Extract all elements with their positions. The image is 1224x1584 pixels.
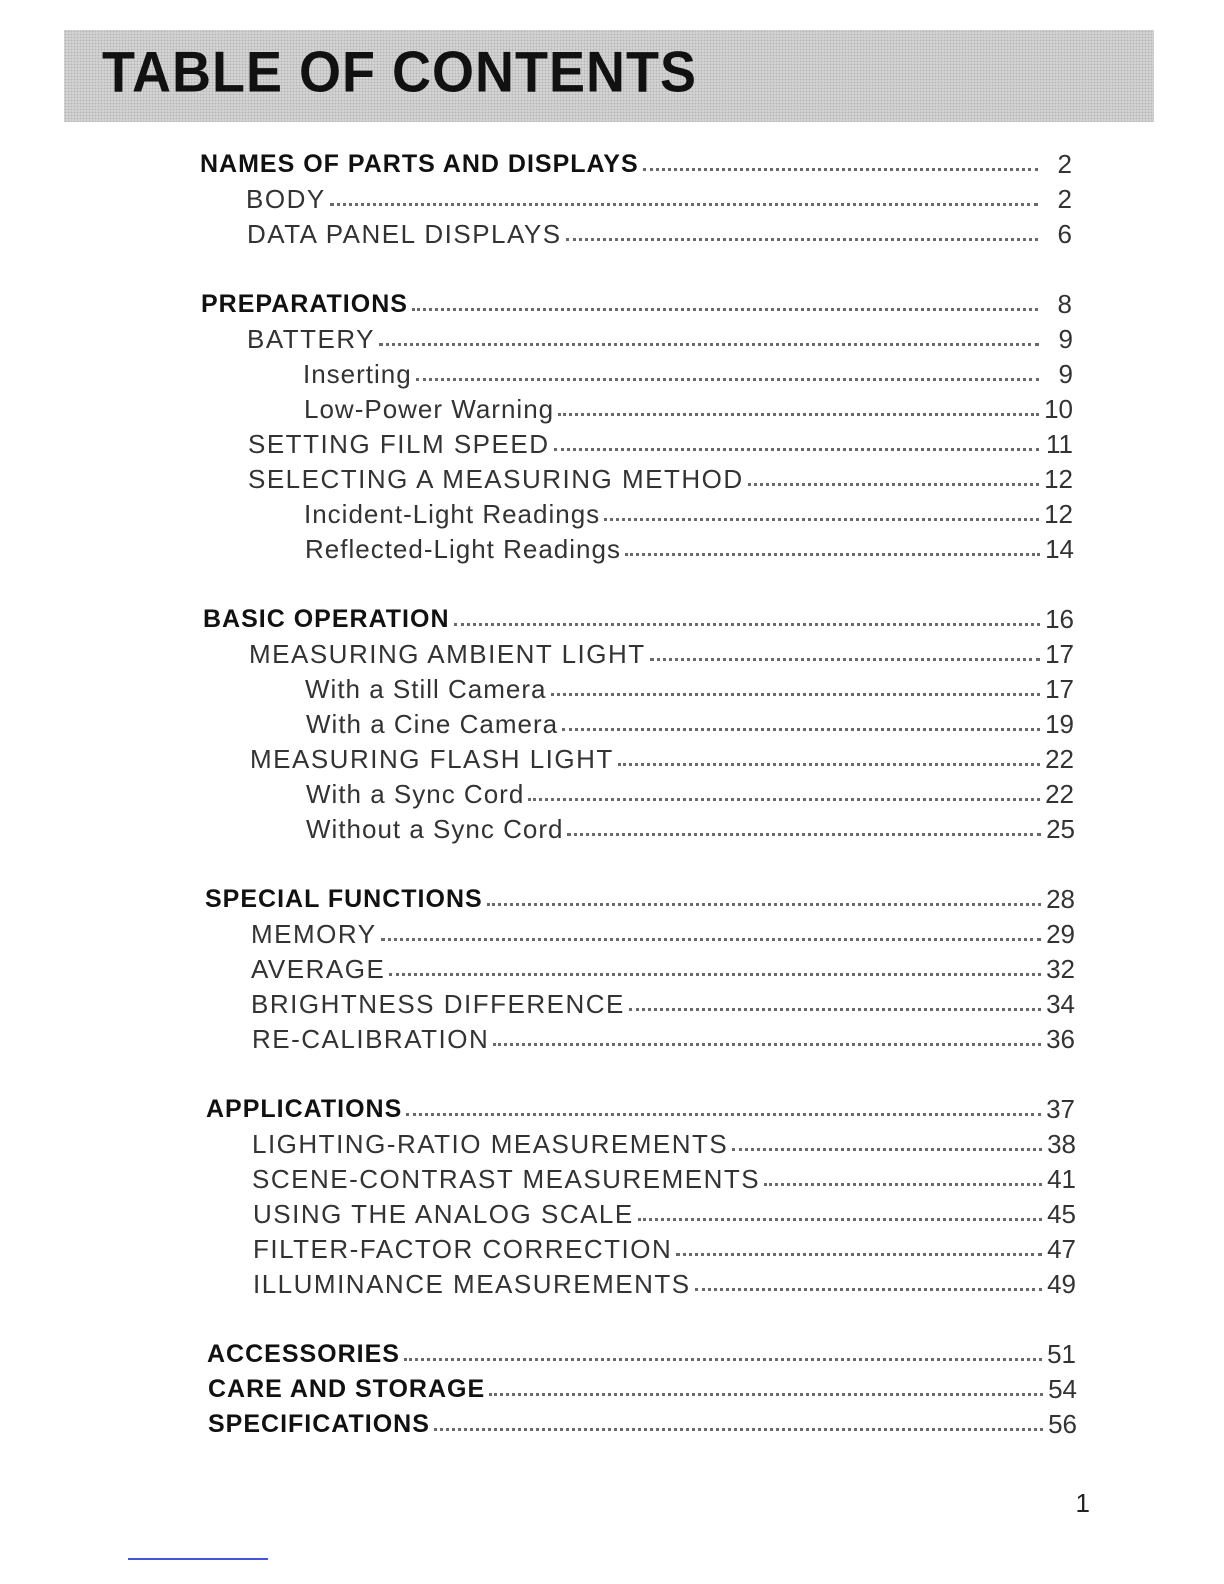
toc-entry-page: 51 <box>1047 1339 1076 1369</box>
toc-entry-label: Incident-Light Readings <box>304 499 601 529</box>
toc-entry-page: 47 <box>1047 1234 1076 1264</box>
toc-entry <box>247 318 1073 352</box>
toc-entry-page: 45 <box>1047 1199 1076 1229</box>
toc-entry-page: 6 <box>1057 219 1072 249</box>
dot-leader <box>554 448 1040 451</box>
toc-entry-label: BATTERY <box>247 324 376 354</box>
toc-entry-page: 25 <box>1046 814 1075 844</box>
toc-entry <box>208 1403 1077 1437</box>
toc-entry-page: 19 <box>1045 709 1074 739</box>
toc-entry-label: AVERAGE <box>251 954 386 984</box>
toc-entry-page: 17 <box>1045 674 1074 704</box>
toc-entry-label: DATA PANEL DISPLAYS <box>247 219 562 249</box>
toc-entry-page: 9 <box>1058 324 1073 354</box>
toc-entry-page: 17 <box>1045 639 1074 669</box>
toc-entry <box>306 703 1074 737</box>
toc-entry <box>306 808 1075 842</box>
toc-entry-label: APPLICATIONS <box>206 1095 403 1123</box>
dot-leader <box>379 343 1039 346</box>
toc-entry-page: 22 <box>1045 779 1074 809</box>
toc-entry-page: 12 <box>1044 499 1073 529</box>
toc-entry-label: SPECIAL FUNCTIONS <box>205 885 483 913</box>
toc-entry <box>305 668 1074 702</box>
toc-entry-page: 2 <box>1057 149 1072 179</box>
toc-entry <box>252 1018 1075 1052</box>
toc-entry-page: 41 <box>1047 1164 1076 1194</box>
toc-entry-page: 11 <box>1046 429 1073 459</box>
toc-entry-label: FILTER-FACTOR CORRECTION <box>253 1234 673 1264</box>
toc-entry-label: BODY <box>246 184 326 214</box>
toc-entry-label: RE-CALIBRATION <box>252 1024 490 1054</box>
toc-entry <box>207 1333 1076 1367</box>
dot-leader <box>732 1148 1042 1151</box>
toc-entry-label: CARE AND STORAGE <box>208 1375 486 1403</box>
toc-entry-label: USING THE ANALOG SCALE <box>253 1199 634 1229</box>
toc-entry <box>248 458 1073 492</box>
toc-entry-page: 37 <box>1046 1094 1075 1124</box>
dot-leader <box>551 693 1041 696</box>
toc-entry-label: Inserting <box>303 359 412 389</box>
dot-leader <box>558 413 1039 416</box>
toc-entry <box>304 388 1073 422</box>
toc-entry <box>206 1088 1075 1122</box>
dot-leader <box>330 203 1038 206</box>
toc-entry <box>253 1193 1076 1227</box>
toc-entry-page: 54 <box>1048 1374 1077 1404</box>
toc-entry-label: MEASURING FLASH LIGHT <box>250 744 614 774</box>
dot-leader <box>454 623 1041 626</box>
dot-leader <box>764 1183 1042 1186</box>
toc-entry-label: With a Sync Cord <box>306 779 525 809</box>
dot-leader <box>493 1043 1041 1046</box>
toc-entry-label: Reflected-Light Readings <box>305 534 621 564</box>
toc-entry-label: ACCESSORIES <box>207 1340 400 1368</box>
toc-entry <box>303 353 1073 387</box>
toc-entry-page: 10 <box>1044 394 1073 424</box>
toc-entry-label: SELECTING A MEASURING METHOD <box>248 464 744 494</box>
dot-leader <box>629 1008 1041 1011</box>
toc-entry <box>200 143 1072 177</box>
toc-entry-label: SCENE-CONTRAST MEASUREMENTS <box>252 1164 761 1194</box>
dot-leader <box>618 763 1040 766</box>
toc-entry <box>305 528 1074 562</box>
dot-leader <box>676 1253 1042 1256</box>
toc-entry-label: PREPARATIONS <box>201 290 408 318</box>
toc-entry-label: SPECIFICATIONS <box>208 1410 430 1438</box>
toc-entry <box>203 598 1074 632</box>
toc-entry-label: BASIC OPERATION <box>203 605 450 633</box>
toc-entry-label: LIGHTING-RATIO MEASUREMENTS <box>252 1129 729 1159</box>
dot-leader <box>567 833 1041 836</box>
toc-entry <box>247 213 1072 247</box>
toc-entry-label: BRIGHTNESS DIFFERENCE <box>251 989 625 1019</box>
dot-leader <box>748 483 1039 486</box>
toc-entry-page: 12 <box>1044 464 1073 494</box>
footer-rule <box>128 1558 268 1560</box>
dot-leader <box>566 238 1038 241</box>
toc-entry <box>205 878 1075 912</box>
toc-entry-page: 22 <box>1045 744 1074 774</box>
dot-leader <box>389 973 1041 976</box>
dot-leader <box>638 1218 1042 1221</box>
toc-entry <box>201 283 1072 317</box>
dot-leader <box>412 308 1038 311</box>
toc-entry-label: ILLUMINANCE MEASUREMENTS <box>253 1269 691 1299</box>
toc-entry-page: 9 <box>1058 359 1073 389</box>
dot-leader <box>650 658 1040 661</box>
toc-entry <box>252 1123 1076 1157</box>
toc-entry <box>306 773 1074 807</box>
toc-entry-label: MEASURING AMBIENT LIGHT <box>249 639 646 669</box>
dot-leader <box>695 1288 1042 1291</box>
dot-leader <box>625 553 1040 556</box>
toc-entry-page: 36 <box>1046 1024 1075 1054</box>
toc-entry-page: 49 <box>1047 1269 1076 1299</box>
toc-entry-page: 56 <box>1048 1409 1077 1439</box>
page-title: TABLE OF CONTENTS <box>102 40 697 105</box>
toc-entry-page: 2 <box>1057 184 1072 214</box>
dot-leader <box>489 1393 1043 1396</box>
toc-entry-label: SETTING FILM SPEED <box>248 429 550 459</box>
toc-entry-page: 28 <box>1046 884 1075 914</box>
toc-entry-page: 38 <box>1047 1129 1076 1159</box>
toc-entry-page: 8 <box>1057 289 1072 319</box>
toc-entry <box>252 1158 1076 1192</box>
dot-leader <box>404 1358 1042 1361</box>
toc-entry-label: NAMES OF PARTS AND DISPLAYS <box>200 150 639 178</box>
toc-entry-label: With a Cine Camera <box>306 709 559 739</box>
toc-entry-label: With a Still Camera <box>305 674 547 704</box>
dot-leader <box>562 728 1040 731</box>
dot-leader <box>487 903 1041 906</box>
toc-entry-page: 29 <box>1046 919 1075 949</box>
toc-entry <box>251 948 1075 982</box>
toc-entry-label: MEMORY <box>251 919 377 949</box>
toc-entry <box>253 1228 1076 1262</box>
toc-entry-label: Without a Sync Cord <box>306 814 564 844</box>
toc-entry-page: 16 <box>1045 604 1074 634</box>
toc-entry <box>248 423 1073 457</box>
toc-entry <box>208 1368 1077 1402</box>
dot-leader <box>381 938 1041 941</box>
toc-entry-page: 14 <box>1045 534 1074 564</box>
toc-entry-page: 32 <box>1046 954 1075 984</box>
dot-leader <box>643 168 1038 171</box>
toc-entry <box>251 913 1075 947</box>
toc-entry <box>250 738 1074 772</box>
dot-leader <box>604 518 1039 521</box>
dot-leader <box>406 1113 1041 1116</box>
toc-entry-label: Low-Power Warning <box>304 394 555 424</box>
page-number: 1 <box>1075 1488 1090 1518</box>
dot-leader <box>434 1428 1043 1431</box>
dot-leader <box>528 798 1040 801</box>
toc-entry <box>246 178 1072 212</box>
toc-entry <box>249 633 1074 667</box>
toc-entry-page: 34 <box>1046 989 1075 1019</box>
toc-entry <box>304 493 1073 527</box>
dot-leader <box>416 378 1039 381</box>
toc-entry <box>251 983 1075 1017</box>
toc-entry <box>253 1263 1076 1297</box>
